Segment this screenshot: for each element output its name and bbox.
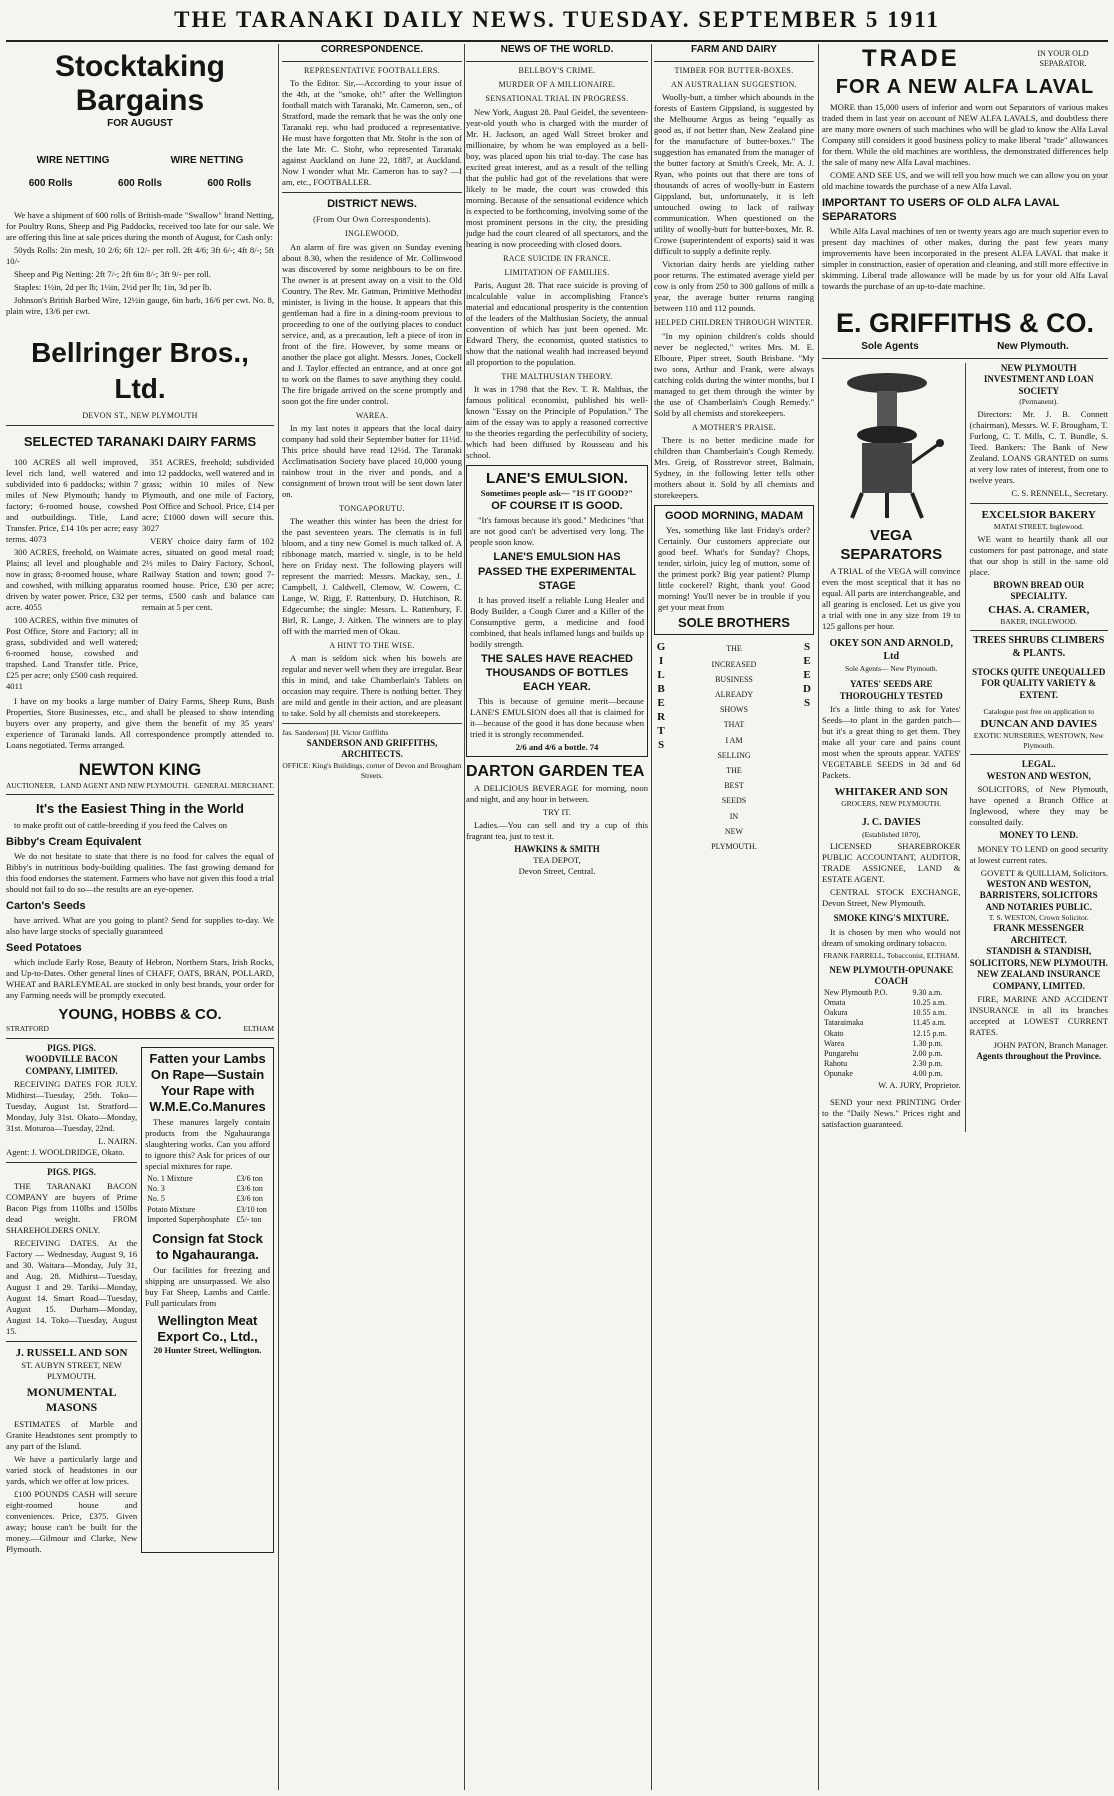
stock-text: We have a shipment of 600 rolls of British-made "Swallow" brand Netting, for Poultry Runs, Sheep and Pig Paddocks, received too late for our sale. We are offering this line at sale prices during the month of August, for Cash only: xyxy=(6,210,274,243)
stop: New Plymouth P.O. xyxy=(824,987,888,997)
russell-address: ST. AUBYN STREET, NEW PLYMOUTH. xyxy=(21,1360,122,1382)
young-hobbs-places xyxy=(6,1024,274,1034)
send-printing: SEND your next PRINTING Order to the "Daily News." Prices right and satisfaction guaranteed. xyxy=(822,1096,961,1129)
ladies-text: Ladies.—You can sell and try a cup of this fragrant tea, just to test it. xyxy=(466,819,648,841)
crown-solicitor: T. S. WESTON, Crown Solicitor. xyxy=(988,913,1089,923)
rolls-label: 600 Rolls xyxy=(207,177,252,189)
morning-text: Yes, something like last Friday's order? Certainly. Our customers appreciate our good beef. What's for Sunday? Chops, tender, sirloin, juicy leg of mutton, some of the primest pork? Big year patient? Plump little cockerel? Right, thank you! Good morning! You'll never be in trouble if you get your meat from xyxy=(658,524,810,612)
time: 9.30 a.m. xyxy=(912,987,943,997)
table-row xyxy=(822,1008,961,1018)
divider xyxy=(6,794,274,795)
gilberts-line: SELLING xyxy=(717,750,751,760)
stop: Warea xyxy=(824,1038,845,1048)
receiving-dates: RECEIVING DATES. At the Factory — Wednesday, August 9, 16 and 30. Waitara—Monday, July 31, and Aug. 28. Midhirst—Tuesday, August 1 and 29. Tariki—Monday, August 14. Smart Road—Tuesday, August 15. Durham—Monday, August 14. Toko—Tuesday, August 15. xyxy=(6,1237,138,1336)
darton-text: A DELICIOUS BEVERAGE for morning, noon and night, and any hour in between. xyxy=(466,782,648,804)
nairn: L. NAIRN. xyxy=(98,1136,138,1147)
praise-heading: A MOTHER'S PRAISE. xyxy=(692,422,776,432)
messenger: FRANK MESSENGER ARCHITECT. xyxy=(993,923,1085,945)
table-row xyxy=(822,1039,961,1049)
seed-text: which include Early Rose, Beauty of Hebron, Northern Stars, Irish Rocks, and Up-to-Dates. Other general lines of CHAFF, OATS, BRAN, POLLARD, WHEAT and BARLEYMEAL are stocked in only best brands, your order for any Farming needs will be promptly executed. xyxy=(6,957,274,1001)
column-correspondence xyxy=(282,44,462,1790)
yates-title: YATES' SEEDS ARE THOROUGHLY TESTED xyxy=(839,679,943,701)
farm-listing: 100 ACRES all well improved, level rich land, well watered and subdivided into 6 paddocks; within 7 miles of New Plymouth; handy to factory; 6-roomed house, cowshed and outbuildings. Title, Land Transfer. Price, £14 10s per acre; easy terms. 4073 xyxy=(6,456,138,544)
farm-heading: FARM AND DAIRY xyxy=(691,44,777,55)
weston-barristers: WESTON AND WESTON, BARRISTERS, SOLICITORS AND NOTARIES PUBLIC. xyxy=(979,878,1098,912)
farm-listing: 300 ACRES, freehold, on Waimate Plains; all level and ploughable and now in grass; 8-roomed house, whare and cowshed, with milking apparatus driven by water power. Price, £32 per acre. 4055 xyxy=(6,546,138,612)
timber-heading: TIMBER FOR BUTTER-BOXES. xyxy=(674,65,794,75)
griffiths-title: E. GRIFFITHS & CO. xyxy=(835,308,1094,339)
bibby-title: Bibby's Cream Equivalent xyxy=(6,835,142,848)
table-row xyxy=(145,1205,270,1215)
table-row xyxy=(822,1049,961,1059)
cramer: CHAS. A. CRAMER, xyxy=(988,603,1090,616)
rennell: C. S. RENNELL, Secretary. xyxy=(1011,487,1108,498)
gilberts-line: BUSINESS xyxy=(715,674,753,684)
table-row xyxy=(822,1018,961,1028)
catalogue: Catalogue post free on application to xyxy=(983,707,1095,717)
divider xyxy=(970,754,1109,755)
alfa-text: MORE than 15,000 users of inferior and worn out Separators of various makes traded them in last year on account of NEW ALFA LAVALS, and doubtless there are many more owners of such machines who will be glad to know the Alfa Laval Company still considers it good business policy to make liberal "trade" allowances for them. While the old machines are worthless, the demonstrated differences help the sale of many new Alfa Laval machines. xyxy=(822,102,1108,168)
nz-insurance: NEW ZEALAND INSURANCE COMPANY, LIMITED. xyxy=(977,969,1101,991)
murder-heading: MURDER OF A MILLIONAIRE. xyxy=(498,80,616,90)
dairy-farms-title: SELECTED TARANAKI DAIRY FARMS xyxy=(23,434,257,450)
cartons-text: have arrived. What are you going to plant? Send for supplies to-day. We also have large stocks of specially guaranteed xyxy=(6,915,274,937)
timber-text: Victorian dairy herds are yielding rather poor returns. The estimated average yield per cow is only from 250 to 300 gallons of milk a year, the average butter returns ranging between 110 and 112 pounds. xyxy=(654,259,814,314)
woodville-text: RECEIVING DATES FOR JULY. Midhirst—Tuesday, 25th. Toko—Tuesday, August 1st. Stratford—Monday, July 31st. Okato—Monday, 31st. Moturoa—Tuesday, 22nd. xyxy=(6,1079,138,1134)
place: ELTHAM xyxy=(243,1024,274,1034)
gilberts-left: GILBERTS xyxy=(655,641,668,754)
wire-heading: WIRE NETTING xyxy=(170,154,244,166)
newton-king-details xyxy=(6,781,274,791)
new-plymouth: New Plymouth. xyxy=(997,341,1069,353)
tongaporutu-heading: TONGAPORUTU. xyxy=(339,503,405,513)
lane-text: It has proved itself a reliable Lung Healer and Body Builder, a Cough Curer and a Killer of the Consumptive germ, a medicine and food combined, that heals inflamed lungs and builds up bodily strength. xyxy=(470,594,644,649)
table-row xyxy=(822,1069,961,1079)
stock-item: Staples: 1½in, 2d per lb; 1½in, 2½d per lb; 1in, 3d per lb. xyxy=(14,282,212,293)
jury: W. A. JURY, Proprietor. xyxy=(878,1079,961,1090)
divider xyxy=(6,425,274,426)
govett: GOVETT & QUILLIAM, Solicitors. xyxy=(980,867,1108,878)
stocks-title: STOCKS QUITE UNEQUALLED FOR QUALITY VARIETY & EXTENT. xyxy=(972,666,1106,700)
agents-province: Agents throughout the Province. xyxy=(976,1051,1102,1062)
stock-item: Sheep and Pig Netting: 2ft 7/-; 2ft 6in 8/-; 3ft 9/- per roll. xyxy=(14,269,211,280)
legal-heading: LEGAL. xyxy=(1021,759,1056,770)
excelsior-text: WE want to heartily thank all our customers for past patronage, and state that our shop is still in the same old place. xyxy=(969,533,1108,577)
inglewood-heading: INGLEWOOD. xyxy=(345,229,399,239)
gilberts-text xyxy=(711,641,757,854)
column-world-news xyxy=(466,44,648,1790)
smoke-title: SMOKE KING'S MIXTURE. xyxy=(833,913,949,924)
divider xyxy=(6,1038,274,1039)
manure-price: £3/6 ton xyxy=(236,1184,263,1194)
helped-heading: HELPED CHILDREN THROUGH WINTER. xyxy=(654,318,814,328)
pounds-cash: £100 POUNDS CASH will secure eight-roomed house and conveniences. Price, £375. Given away; house can't be built for the money.—Gilmour and Clarke, New Plymouth. xyxy=(6,1488,138,1554)
lane-sub: Sometimes people ask— "IS IT GOOD?" xyxy=(480,488,634,499)
farms-note: I have on my books a large number of Dairy Farms, Sheep Runs, Bush Properties, Store Businesses, etc., and shall be pleased to show intending buyers over any property, and give them the benefit of my 35 years' experience of Taranaki lands. All correspondence promptly attended to. Loans negotiated. Terms arranged. xyxy=(6,695,274,750)
davies-sub: (Established 1870), xyxy=(862,829,921,839)
seeds-right: SEEDS xyxy=(801,641,813,712)
rolls-label: 600 Rolls xyxy=(118,177,162,189)
table-row xyxy=(145,1194,270,1204)
gilberts-line: NEW xyxy=(724,826,744,836)
helped-text: "In my opinion children's colds should never be neglected," writes Mrs. M. E. Elboure, Piper street, South Brisbane. "My two sons, Arthur and Frank, were always catching colds during the winter months, but I managed to get them through the winter by the use of Chamberlain's Cough Remedy." Sold by all chemists and storekeepers. xyxy=(654,330,814,418)
nz-text: FIRE, MARINE AND ACCIDENT INSURANCE in all its branches accepted at LOWEST CURRENT RATES. xyxy=(969,994,1108,1038)
correspondence-heading: CORRESPONDENCE. xyxy=(320,44,424,55)
monumental-text: We have a particularly large and varied stock of headstones in our yards, which we offer at low prices. xyxy=(6,1453,138,1486)
table-row xyxy=(145,1184,270,1194)
australian-heading: AN AUSTRALIAN SUGGESTION. xyxy=(671,80,797,90)
newton-role: GENERAL MERCHANT. xyxy=(194,780,274,790)
lane-title: LANE'S EMULSION. xyxy=(486,470,628,488)
stop: Pungarehu xyxy=(824,1049,859,1059)
stop: Oakura xyxy=(824,1008,848,1018)
lane-text: "It's famous because it's good." Medicines "that are not good can't be advertised very long. The people soon know. xyxy=(470,515,644,548)
stop: Rahotu xyxy=(824,1059,848,1069)
hint-heading: A HINT TO THE WISE. xyxy=(329,641,415,651)
time: 4.00 p.m. xyxy=(912,1069,943,1079)
gilberts-line: IN xyxy=(729,811,739,821)
farrell: FRANK FARRELL, Tobacconist, ELTHAM. xyxy=(823,950,960,960)
right-lower xyxy=(822,363,1108,1132)
whitaker-title: WHITAKER AND SON xyxy=(834,786,948,799)
yates-text: It's a little thing to ask for Yates' Seeds—to plant in the garden patch—but it's a great thing to get them. They make all your care and pains count most when the sprouts appear. YATES' VEGETABLE SEEDS in 3d and 6d Packets. xyxy=(822,704,961,781)
tea-depot: TEA DEPOT, xyxy=(533,855,581,866)
divider xyxy=(282,61,462,62)
consign-text: Our facilities for freezing and shipping are unsurpassed. We also buy Fat Sheep, Lambs and Cattle. Full particulars from xyxy=(145,1265,270,1309)
whitaker-address: GROCERS, NEW PLYMOUTH. xyxy=(841,799,942,809)
consign-title: Consign fat Stock to Ngahauranga. xyxy=(152,1231,263,1263)
gilberts-ad xyxy=(654,641,814,854)
table-row xyxy=(822,1059,961,1069)
district-news-heading: DISTRICT NEWS. xyxy=(327,198,417,211)
alfa-text: COME AND SEE US, and we will tell you how much we can allow you on your old machine towards the purchase of a new Alfa Laval. xyxy=(822,170,1108,192)
stop: Opunake xyxy=(824,1069,853,1079)
table-row xyxy=(145,1215,270,1225)
smoke-text: It is chosen by men who would not dream of smoking ordinary tobacco. xyxy=(822,926,961,948)
bellringer-address: DEVON ST., NEW PLYMOUTH xyxy=(82,411,198,421)
divider xyxy=(282,723,462,724)
okey-title: OKEY SON AND ARNOLD, Ltd xyxy=(829,638,954,662)
coach-title: NEW PLYMOUTH-OPUNAKE COACH xyxy=(829,964,954,987)
manure-price: £3/10 ton xyxy=(236,1204,267,1214)
stock-item: Johnson's British Barbed Wire, 12½in gauge, 6in barb, 16/6 per cwt. No. 8, plain wire, 13/6 per cwt. xyxy=(6,295,274,317)
manure-name: No. 5 xyxy=(147,1194,165,1204)
dairy-farms-listing xyxy=(6,455,274,694)
lanes-emulsion-ad xyxy=(466,465,648,757)
divider xyxy=(970,630,1109,631)
important-text: While Alfa Laval machines of ten or twenty years ago are much superior even to present day machines of other makes, during the past few years many improvements have been incorporated in the present ALFA LAVAL that make it simpler in construction, easier of operation and cleaning, and still more effective in skimming. Liberal trade allowance will be made by us for your old Alfa Laval towards the purchase of an up-to-date machine. xyxy=(822,226,1108,292)
divider xyxy=(282,192,462,193)
wellington-meat: Wellington Meat Export Co., Ltd., xyxy=(157,1313,258,1345)
inglewood-text: An alarm of fire was given on Sunday evening about 8.30, when the residence of Mr. Collinwood was discovered by some neighbours to be on fire. The owner is at present away on a visit to the Old Country. The Rev. Mr. Gatman, Primitive Methodist minister, is living in the house. It appears that this gentleman had a fire in a dining-room previous to proceeding to one of the outlying places to conduct service, and, as a precaution, left a piece of iron in front of the fire. However, by some means or another the place got alight. Messrs. Jones, Cockell and J. Taylor effected an entrance, and at once got to work on the flames to save anything they could. The fire brigade arrived on the scene promptly and soon got the fire under control. xyxy=(282,241,462,406)
monumental-text: ESTIMATES of Marble and Granite Headstones sent promptly to any part of the Island. xyxy=(6,1418,138,1451)
fatten-text: These manures largely contain products from the Ngahauranga slaughtering works. Can you afford to ignore this? Ask for prices of our special mixtures for rape. xyxy=(145,1116,270,1171)
hawkins-smith: HAWKINS & SMITH xyxy=(514,843,600,854)
investment-title: NEW PLYMOUTH INVESTMENT AND LOAN SOCIETY xyxy=(983,362,1094,396)
davies-title: J. C. DAVIES xyxy=(861,817,921,829)
trade-title: TRADE xyxy=(862,45,960,72)
trial-heading: SENSATIONAL TRIAL IN PROGRESS. xyxy=(485,94,629,104)
weston-text: SOLICITORS, of New Plymouth, have opened a Branch Office at Inglewood, where they may be consulted daily. xyxy=(969,784,1108,828)
crime-text: New York, August 28. Paul Geidel, the seventeen-year-old youth who is charged with the murder of Mr. H. Jackson, an aged Wall Street broker and millionaire, by whom he was employed as a bell-boy, was placed upon his trial to-day. The case has excited great interest, and as a result of the telling that the public had got of the revelations that were likely to be made, the court was crowded this morning. Because of the sensational evidence which is expected to be forthcoming, involving some of the most prominent persons in the city, the presiding judge had the court cleared of all spectators, and the hearing is now proceeding with closed doors. xyxy=(466,106,648,249)
gilberts-line: BEST xyxy=(724,781,744,791)
gilberts-line: INCREASED xyxy=(711,659,757,669)
easiest-title: It's the Easiest Thing in the World xyxy=(36,801,244,817)
waerea-text: In my last notes it appears that the local dairy company had sold their September butter for 11½d. This price should have read 12½d. The Taranaki Acclimatisation Society have placed 10,000 young rainbow trout in the river and ponds, and a consignment of brown trout will be sent down later on. xyxy=(282,422,462,499)
central-exchange: CENTRAL STOCK EXCHANGE, Devon Street, New Plymouth. xyxy=(822,887,961,909)
weston-title: WESTON AND WESTON, xyxy=(986,770,1091,781)
time: 11.45 a.m. xyxy=(912,1018,946,1028)
newton-king: NEWTON KING xyxy=(78,759,202,779)
column-rule xyxy=(818,44,819,1790)
tea-depot-address: Devon Street, Central. xyxy=(518,866,596,877)
lower-ads xyxy=(6,1043,274,1557)
gilberts-line: THE xyxy=(726,765,742,775)
architect-names: Jas. Sanderson] [H. Victor Griffiths xyxy=(282,728,389,738)
farm-listing: 100 ACRES, within five minutes of Post Office, Store and Factory; all in grass, subdivided and well watered; 6-roomed house, cowshed and trapshed. Land Transfer title. Price, £25 per acre; only £500 cash required. 4011 xyxy=(6,614,138,691)
gilberts-line: SEEDS xyxy=(721,796,747,806)
stop: Omata xyxy=(824,997,846,1007)
duncan-davies: DUNCAN AND DAVIES xyxy=(980,718,1098,731)
time: 10.25 a.m. xyxy=(912,997,947,1007)
manure-name: No. 1 Mixture xyxy=(147,1173,193,1183)
bibby-text: We do not hesitate to state that there is no food for calves the equal of Bibby's in nutritious body-building qualities. The fast growing demand for this food endorses the statement. Farmers who have not given this food a trial should not fail to do so—the results are an eye-opener. xyxy=(6,850,274,894)
gilberts-line: SHOWS xyxy=(719,705,748,715)
gilberts-line: THE xyxy=(726,644,742,654)
monumental-masons: MONUMENTAL MASONS xyxy=(26,1385,117,1415)
divider xyxy=(6,1162,137,1163)
stop: Tataraimaka xyxy=(824,1018,864,1028)
gilberts-line: PLYMOUTH. xyxy=(711,841,757,851)
rolls-label: 600 Rolls xyxy=(28,177,73,189)
good-morning: GOOD MORNING, MADAM xyxy=(664,509,804,522)
vega-text: A TRIAL of the VEGA will convince even the most sceptical that it has no equal. All parts are interchangeable, and all gearing is enclosed. Let us give you a trial with one in any size from 19 to 125 gallons per hour. xyxy=(822,566,961,632)
cramer-sub: BAKER, INGLEWOOD. xyxy=(1000,616,1078,626)
time: 12.15 p.m. xyxy=(912,1028,947,1038)
divider xyxy=(970,503,1109,504)
place: STRATFORD xyxy=(6,1024,49,1034)
column-rule xyxy=(651,44,652,1790)
malthus-text: It was in 1798 that the Rev. T. R. Malthus, the famous political economist, published his well-known "Essay on the Principle of Population." The aim of the essay was to apply a reasoned corrective to the theories regarding the perfectibility of society, which had been diffused by Rousseau and his school. xyxy=(466,384,648,461)
trade-side: IN YOUR OLD SEPARATOR. xyxy=(1037,49,1089,69)
architects-title: SANDERSON AND GRIFFITHS, ARCHITECTS. xyxy=(306,737,438,760)
masthead: THE TARANAKI DAILY NEWS. TUESDAY. SEPTEMBER 5 1911 xyxy=(174,7,940,32)
investment-text: Directors: Mr. J. B. Connett (chairman), Messrs. W. F. Brougham, T. Furlong, C. T. Mills, C. T. Bundle, S. Teed. Bankers: The Bank of New Zealand. LOANS GRANTED on sums at very low rates of interest, from one to twelve years. xyxy=(969,408,1108,485)
standish: STANDISH & STANDISH, SOLICITORS, NEW PLYMOUTH. xyxy=(969,946,1108,968)
stock-item: 50yds Rolls: 2in mesh, 10 2/6; 6ft 12/- per roll. 2ft 4/6; 3ft 6/-; 4ft 8/-; 5ft 10/- xyxy=(6,245,274,267)
rolls-row xyxy=(6,178,274,191)
sole-brothers: SOLE BROTHERS xyxy=(678,614,790,630)
divider xyxy=(654,61,814,62)
time: 2.30 p.m. xyxy=(912,1059,943,1069)
newton-role: AUCTIONEER, xyxy=(6,780,56,790)
paton: JOHN PATON, Branch Manager. xyxy=(993,1040,1108,1051)
limitation-heading: LIMITATION OF FAMILIES. xyxy=(504,267,610,277)
stop: Okato xyxy=(824,1028,844,1038)
crime-heading: BELLBOY'S CRIME. xyxy=(518,65,596,75)
brown-bread: BROWN BREAD OUR SPECIALITY. xyxy=(993,579,1085,602)
manure-price: £3/6 ton xyxy=(236,1194,263,1204)
manures-ad xyxy=(141,1047,274,1553)
darton-title: DARTON GARDEN TEA xyxy=(466,762,645,780)
table-row xyxy=(145,1174,270,1184)
sole-agents: Sole Agents xyxy=(861,341,919,353)
alfa-title: FOR A NEW ALFA LAVAL xyxy=(835,75,1095,98)
hint-text: A man is seldom sick when his bowels are regular and never well when they are irregular. Bear this in mind, and take Chamberlain's Tablets on occasion may require. There is nothing better. They are mild and gentle in their action, and are pleasant to take. Sold by all chemists and storekeepers. xyxy=(282,653,462,719)
coach-timetable xyxy=(822,988,961,1080)
manure-name: Imported Superphosphate xyxy=(147,1214,230,1224)
pigs-heading: PIGS. PIGS. xyxy=(47,1167,96,1178)
column-rule xyxy=(278,44,279,1790)
world-heading: NEWS OF THE WORLD. xyxy=(500,44,614,55)
masthead-rule xyxy=(6,40,1108,42)
time: 1.30 p.m. xyxy=(912,1038,943,1048)
wire-headings xyxy=(6,155,274,168)
own-correspondents: (From Our Own Correspondents). xyxy=(313,215,431,225)
vega-title: VEGA SEPARATORS xyxy=(840,526,943,563)
gilberts-line: ALREADY xyxy=(714,690,754,699)
lane-answer: OF COURSE IT IS GOOD. xyxy=(491,500,623,513)
russell-title: J. RUSSELL AND SON xyxy=(15,1346,128,1359)
praise-text: There is no better medicine made for children than Chamberlain's Cough Remedy. Mrs. Greig, of Rosstrevor street, Balmain, Sydney, in the following letter tells other mothers about it. Sold by all chemists and storekeepers. xyxy=(654,434,814,500)
gilberts-line: THAT xyxy=(723,720,745,730)
seed-title: Seed Potatoes xyxy=(6,942,82,955)
column-advertisements-right xyxy=(822,44,1108,1790)
wire-heading: WIRE NETTING xyxy=(36,154,110,166)
gilberts-line: I AM xyxy=(725,735,743,745)
time: 10.55 a.m. xyxy=(912,1008,947,1018)
divider xyxy=(822,358,1108,359)
important-title: IMPORTANT TO USERS OF OLD ALFA LAVAL SEPARATORS xyxy=(822,197,1060,224)
table-row xyxy=(822,998,961,1008)
lane-text: This is because of genuine merit—because LANE'S EMULSION does all that is claimed for it—because of the good it has done because when tried it is strongly recommended. xyxy=(470,695,644,739)
manure-name: No. 3 xyxy=(147,1184,165,1194)
wellington-address: 20 Hunter Street, Wellington. xyxy=(153,1345,262,1356)
column-farm-dairy xyxy=(654,44,814,1790)
try-it: TRY IT. xyxy=(542,806,572,817)
pigs-heading: PIGS. PIGS. xyxy=(47,1042,96,1053)
cartons-title: Carton's Seeds xyxy=(6,899,86,912)
lane-price: 2/6 and 4/6 a bottle. 74 xyxy=(515,741,599,752)
race-heading: RACE SUICIDE IN FRANCE. xyxy=(503,253,611,263)
okey-sub: Sole Agents— New Plymouth. xyxy=(844,663,938,673)
trees-title: TREES SHRUBS CLIMBERS & PLANTS. xyxy=(973,635,1105,660)
farm-listing: 351 ACRES, freehold; subdivided into 12 paddocks, well watered and in grass; within 10 miles of New Plymouth, and one mile of Factory, Post Office and School. Price, £14 per acre; £1000 down will secure this. 3027 xyxy=(142,456,274,533)
easiest-line: to make profit out of cattle-breeding if you feed the Calves on xyxy=(14,819,228,830)
separator-illustration xyxy=(822,363,952,523)
manure-prices xyxy=(145,1174,270,1225)
davies-text: LICENSED SHAREBROKER PUBLIC ACCOUNTANT, AUDITOR, TRADE ASSIGNEE, LAND & ESTATE AGENT. xyxy=(822,841,961,885)
table-row xyxy=(822,1029,961,1039)
architects-office: OFFICE: King's Buildings, corner of Devon and Brougham Streets. xyxy=(282,760,462,780)
stocktaking-title: Stocktaking Bargains xyxy=(54,50,226,117)
manure-price: £5/- ton xyxy=(236,1214,262,1224)
tongaporutu-text: The weather this winter has been the driest for the past seventeen years. The clematis is in full bloom, and a tiny new Gomel is much talked of. A ribbonage match, married v. single, is to be held here on Friday next. The following players will represent the married: Messrs. Mackay, sen., J. Campbell, J. Caldwell, Clemow, W. Cowern, C. Lange, W. Rigg, F. Rattenbury, D. Hutchison, R. Edgecumbe; the single: Messrs. L. Rattenbury, F. Birl, R. Lange, J. Aitken. The winners are to play off with the married men of Okau. xyxy=(282,516,462,637)
sole-brothers-ad xyxy=(654,505,814,636)
money-heading: MONEY TO LEND. xyxy=(999,830,1079,841)
table-row xyxy=(822,988,961,998)
divider xyxy=(6,1341,137,1342)
time: 2.00 p.m. xyxy=(912,1049,943,1059)
manure-name: Potato Mixture xyxy=(147,1204,196,1214)
investment-permanent: (Permanent). xyxy=(1019,397,1059,407)
right-lower-b xyxy=(965,363,1109,1132)
lane-passed: LANE'S EMULSION HAS PASSED THE EXPERIMENTAL STAGE xyxy=(478,551,636,592)
griffiths-sub xyxy=(822,341,1108,354)
excelsior-title: EXCELSIOR BAKERY xyxy=(981,508,1096,521)
column-rule xyxy=(464,44,465,1790)
trade-header xyxy=(822,44,1108,75)
agent: Agent: J. WOOLDRIDGE, Okato. xyxy=(6,1147,125,1158)
race-text: Paris, August 28. That race suicide is proving of incalculable value in accomplishing France's material and educational prosperity is the contention of the leaders of the Malthusian Society, the annual convention of which has just been opened. Mr. Edward Thery, the economist, quoted statistics to show that the national wealth had increased beyond all proportion to the population. xyxy=(466,279,648,367)
woodville-title: WOODVILLE BACON COMPANY, LIMITED. xyxy=(25,1054,118,1076)
taranaki-bacon: THE TARANAKI BACON COMPANY are buyers of Prime Bacon Pigs from 110lbs and 150lbs dead weight. FROM SHAREHOLDERS ONLY. xyxy=(6,1180,138,1235)
footballers-title: REPRESENTATIVE FOOTBALLERS. xyxy=(304,65,440,75)
malthus-heading: THE MALTHUSIAN THEORY. xyxy=(501,371,613,381)
footballers-text: To the Editor. Sir,—According to your issue of the 4th, at the "smoke, oh!" after the Wellington football match with Taranaki, Mr. Cameron, sen., of Stratford, made the remark that he was the only one Taranaki rep. who had produced a representative. He must have forgotten that Mr. Stohr is the son of the late Mr. C. Stohr, who represented Taranaki against Auckland on June 22, 1887, at Auckland. Now I wonder what Mr. Cameron has to say? —I am, etc., FOOTBALLER. xyxy=(282,78,462,188)
excelsior-address: MATAI STREET, Inglewood. xyxy=(993,522,1084,532)
fatten-title: Fatten your Lambs On Rape—Sustain Your Rape with W.M.E.Co.Manures xyxy=(149,1050,266,1114)
lane-sales: THE SALES HAVE REACHED THOUSANDS OF BOTTLES EACH YEAR. xyxy=(481,652,633,693)
waerea-heading: WAREA. xyxy=(355,410,389,420)
money-text: MONEY TO LEND on good security at lowest current rates. xyxy=(969,843,1108,865)
manure-price: £3/6 ton xyxy=(236,1173,263,1183)
stocktaking-subtitle: FOR AUGUST xyxy=(107,118,173,129)
divider xyxy=(466,61,648,62)
duncan-sub: EXOTIC NURSERIES, WESTOWN, New Plymouth. xyxy=(973,731,1104,750)
farm-listing: VERY choice dairy farm of 102 acres, situated on good metal road; 2½ miles to Dairy Factory, School, Railway Station and town; good 7-roomed house. Price, £30 per acre; terms, £500 cash and balance can remain at 5 per cent. xyxy=(142,535,274,612)
column-advertisements-left xyxy=(6,44,274,1790)
young-hobbs: YOUNG, HOBBS & CO. xyxy=(58,1006,222,1024)
newton-role: LAND AGENT AND NEW PLYMOUTH. xyxy=(60,780,190,790)
bellringer-title: Bellringer Bros., Ltd. xyxy=(31,337,249,405)
timber-text: Woolly-butt, a timber which abounds in the forests of Eastern Gippsland, is suggested by the Melbourne Argus as being "equally as good as, if not better than, New Zealand pine for the manufacture of butter-boxes." The suggestion has emanated from the manager of the butter factory at Smith's Creek, Mr. A. J. Ryan, who points out that there are tons of thousands of acres of woolly-butt in Eastern Gippsland, but, unfortunately, it is left untouched owing to lack of railway communication. When questioned on the utility of woolly-butt for butter-boxes, Mr. R. Crowe (superintendent of exports) said it was difficult to supply a definite reply. xyxy=(654,92,814,257)
